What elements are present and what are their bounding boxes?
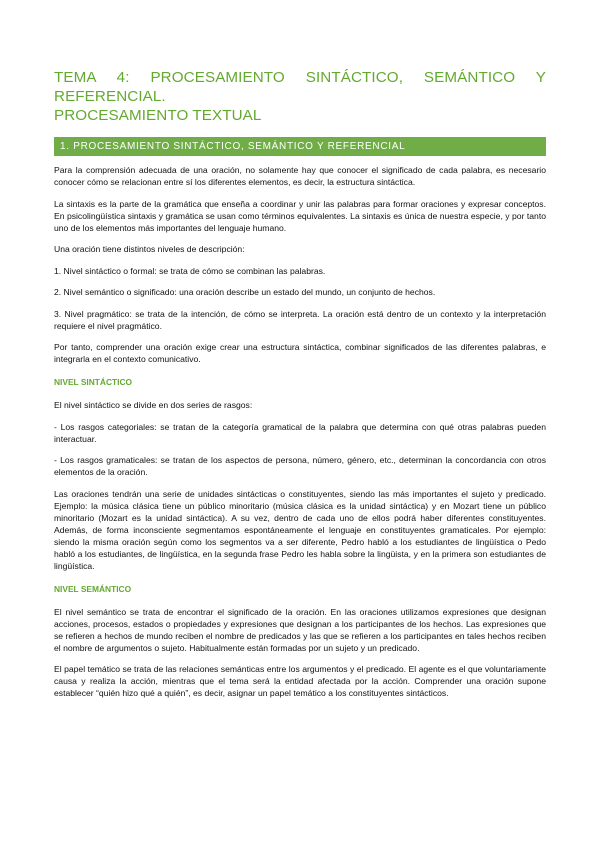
paragraph: Por tanto, comprender una oración exige crear una estructura sintáctica, combinar significados de las diferentes palabras, e integrarla en el contexto comunicativo.: [54, 342, 546, 364]
paragraph: El nivel semántico se trata de encontrar el significado de la oración. En las oraciones utilizamos expresiones que designan acciones, procesos, estados o propiedades y expresiones que designan a los participantes de los hechos. Las expresiones que se refieren a hechos de mundo reciben el nombre de predicados y las que se refieren a los participantes en tales hechos reciben el nombre de argumentos o sujeto. Habitualmente están formadas por un sujeto y un predicado.: [54, 606, 546, 653]
paragraph: El nivel sintáctico se divide en dos series de rasgos:: [54, 400, 253, 410]
section-heading-text: 1. PROCESAMIENTO SINTÁCTICO, SEMÁNTICO Y REFERENCIAL: [60, 141, 406, 152]
section-heading-bar: [54, 137, 546, 156]
document-title: [54, 68, 546, 125]
paragraph: La sintaxis es la parte de la gramática que enseña a coordinar y unir las palabras para formar oraciones y expresar conceptos. En psicolingüística sintaxis y gramática se usan como términos equivalentes. La sintaxis es única de nuestra especie, y por tanto uno de los elementos más importantes del lenguaje humano.: [54, 198, 546, 233]
list-item: - Los rasgos gramaticales: se tratan de los aspectos de persona, número, género, etc., determinan la concordancia con otros elementos de la oración.: [54, 455, 546, 477]
paragraph: El papel temático se trata de las relaciones semánticas entre los argumentos y el predicado. El agente es el que voluntariamente causa y realiza la acción, mientras que el tema será la entidad afectada por la acción. Comprender una oración supone establecer “quién hizo qué a quién”, es decir, asignar un papel temático a los constituyentes sintácticos.: [54, 664, 546, 698]
paragraph: Para la comprensión adecuada de una oración, no solamente hay que conocer el significado de cada palabra, es necesario conocer cómo se relacionan entre sí los diferentes elementos, es decir, la estructura sintáctica.: [54, 165, 546, 187]
list-item: 2. Nivel semántico o significado: una oración describe un estado del mundo, un conjunto de hechos.: [54, 287, 436, 297]
title-line-1: TEMA 4: PROCESAMIENTO SINTÁCTICO, SEMÁNTICO Y REFERENCIAL.: [54, 69, 546, 105]
list-item: - Los rasgos categoriales: se tratan de la categoría gramatical de la palabra que determina con qué otras palabras pueden interactuar.: [54, 421, 546, 444]
list-item: 1. Nivel sintáctico o formal: se trata de cómo se combinan las palabras.: [54, 265, 326, 276]
subheading-nivel-semantico: NIVEL SEMÁNTICO: [54, 583, 132, 594]
paragraph: Las oraciones tendrán una serie de unidades sintácticas o constituyentes, siendo las más importantes el sujeto y predicado. Ejemplo: la música clásica tiene un público minoritario (música clásica es la unidad sintáctica) y en Mozart tiene un público minoritario (Mozart es la unidad sintáctica). A su vez, dentro de cada uno de ellos podrá haber diferentes constituyentes. Además, de forma inconsciente segmentamos espontáneamente el lenguaje en constituyentes gramaticales. Por ejemplo: siendo la misma oración según como los segmentos va a ser diferente, Pedro habló a los estudiantes de lingüística o Pedo habló a los estudiantes, de lingüística, en la segunda frase Pedro les habla sobre la lingüista, y en la primera son estudiantes de lingüística.: [54, 488, 546, 571]
subheading-nivel-sintactico: NIVEL SINTÁCTICO: [54, 377, 133, 387]
title-line-2: PROCESAMIENTO TEXTUAL: [54, 107, 262, 124]
list-item: 3. Nivel pragmático: se trata de la intención, de cómo se interpreta. La oración está dentro de un contexto y la interpretación requiere el nivel pragmático.: [54, 308, 546, 331]
paragraph: Una oración tiene distintos niveles de descripción:: [54, 244, 245, 254]
